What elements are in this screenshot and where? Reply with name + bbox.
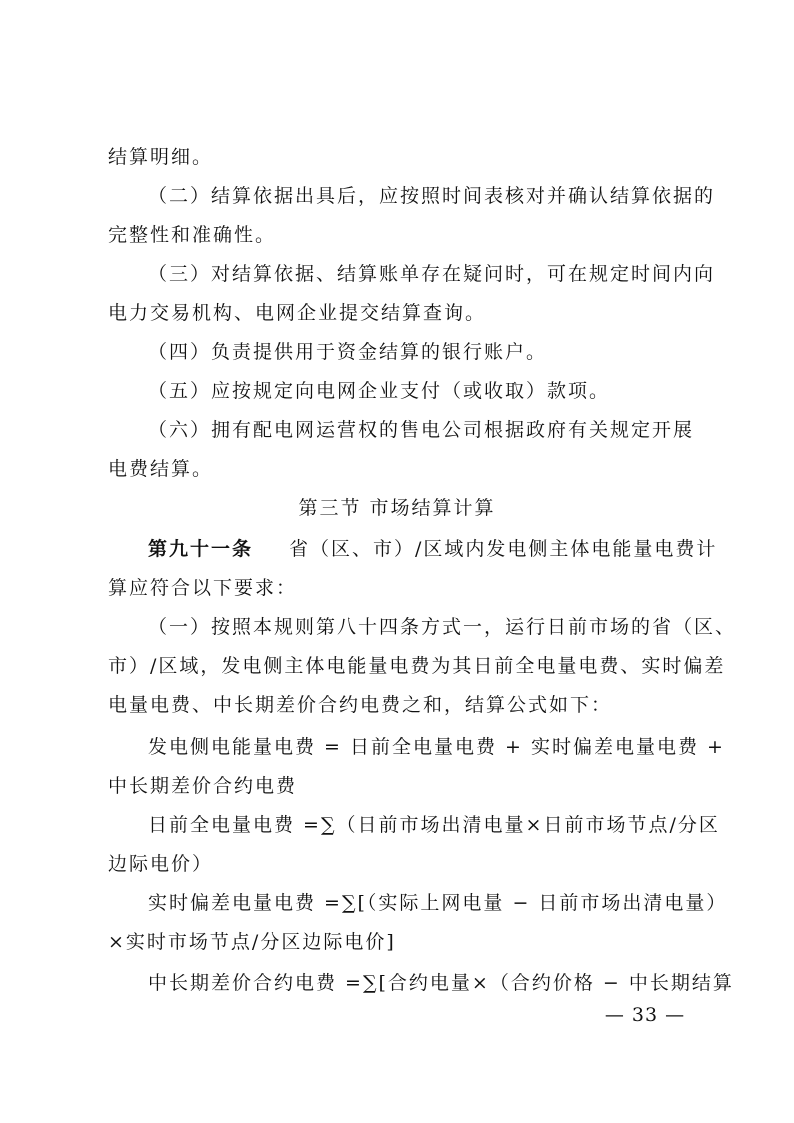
formula-line: 中长期差价合约电费 =∑[合约电量×（合约价格 − 中长期结算 (148, 972, 734, 994)
paragraph-line: （三）对结算依据、结算账单存在疑问时，可在规定时间内向 (148, 263, 716, 285)
paragraph-line: 结算明细。 (108, 146, 214, 168)
paragraph-line: 电量电费、中长期差价合约电费之和，结算公式如下： (108, 694, 613, 716)
paragraph-line: （六）拥有配电网运营权的售电公司根据政府有关规定开展 (148, 419, 695, 441)
formula-line: 实时偏差电量电费 =∑[（实际上网电量 − 日前市场出清电量） (148, 892, 728, 914)
paragraph-line: 完整性和准确性。 (108, 224, 277, 246)
page-number: — 33 — (604, 1004, 686, 1026)
paragraph-line: （四）负责提供用于资金结算的银行账户。 (148, 341, 548, 363)
section-heading: 第三节 市场结算计算 (298, 497, 496, 519)
article-first-line (148, 530, 718, 568)
paragraph-line: 算应符合以下要求： (108, 577, 298, 599)
article-label: 第九十一条 (148, 538, 254, 560)
formula-line: 日前全电量电费 =∑（日前市场出清电量×日前市场节点/分区 (148, 814, 720, 836)
formula-line: 发电侧电能量电费 = 日前全电量电费 + 实时偏差电量电费 + (148, 736, 725, 758)
paragraph-line: （五）应按规定向电网企业支付（或收取）款项。 (148, 380, 611, 402)
formula-line: 边际电价） (108, 853, 214, 875)
paragraph-line: 市）/区域，发电侧主体电能量电费为其日前全电量电费、实时偏差 (108, 655, 726, 677)
formula-line: 中长期差价合约电费 (108, 775, 298, 797)
paragraph-line: 电费结算。 (108, 458, 214, 480)
paragraph-line: （二）结算依据出具后，应按照时间表核对并确认结算依据的 (148, 185, 716, 207)
paragraph-line: （一）按照本规则第八十四条方式一，运行日前市场的省（区、 (148, 616, 737, 638)
formula-line: ×实时市场节点/分区边际电价] (108, 931, 396, 953)
article-text: 省（区、市）/区域内发电侧主体电能量电费计 (289, 538, 718, 560)
paragraph-line: 电力交易机构、电网企业提交结算查询。 (108, 302, 487, 324)
